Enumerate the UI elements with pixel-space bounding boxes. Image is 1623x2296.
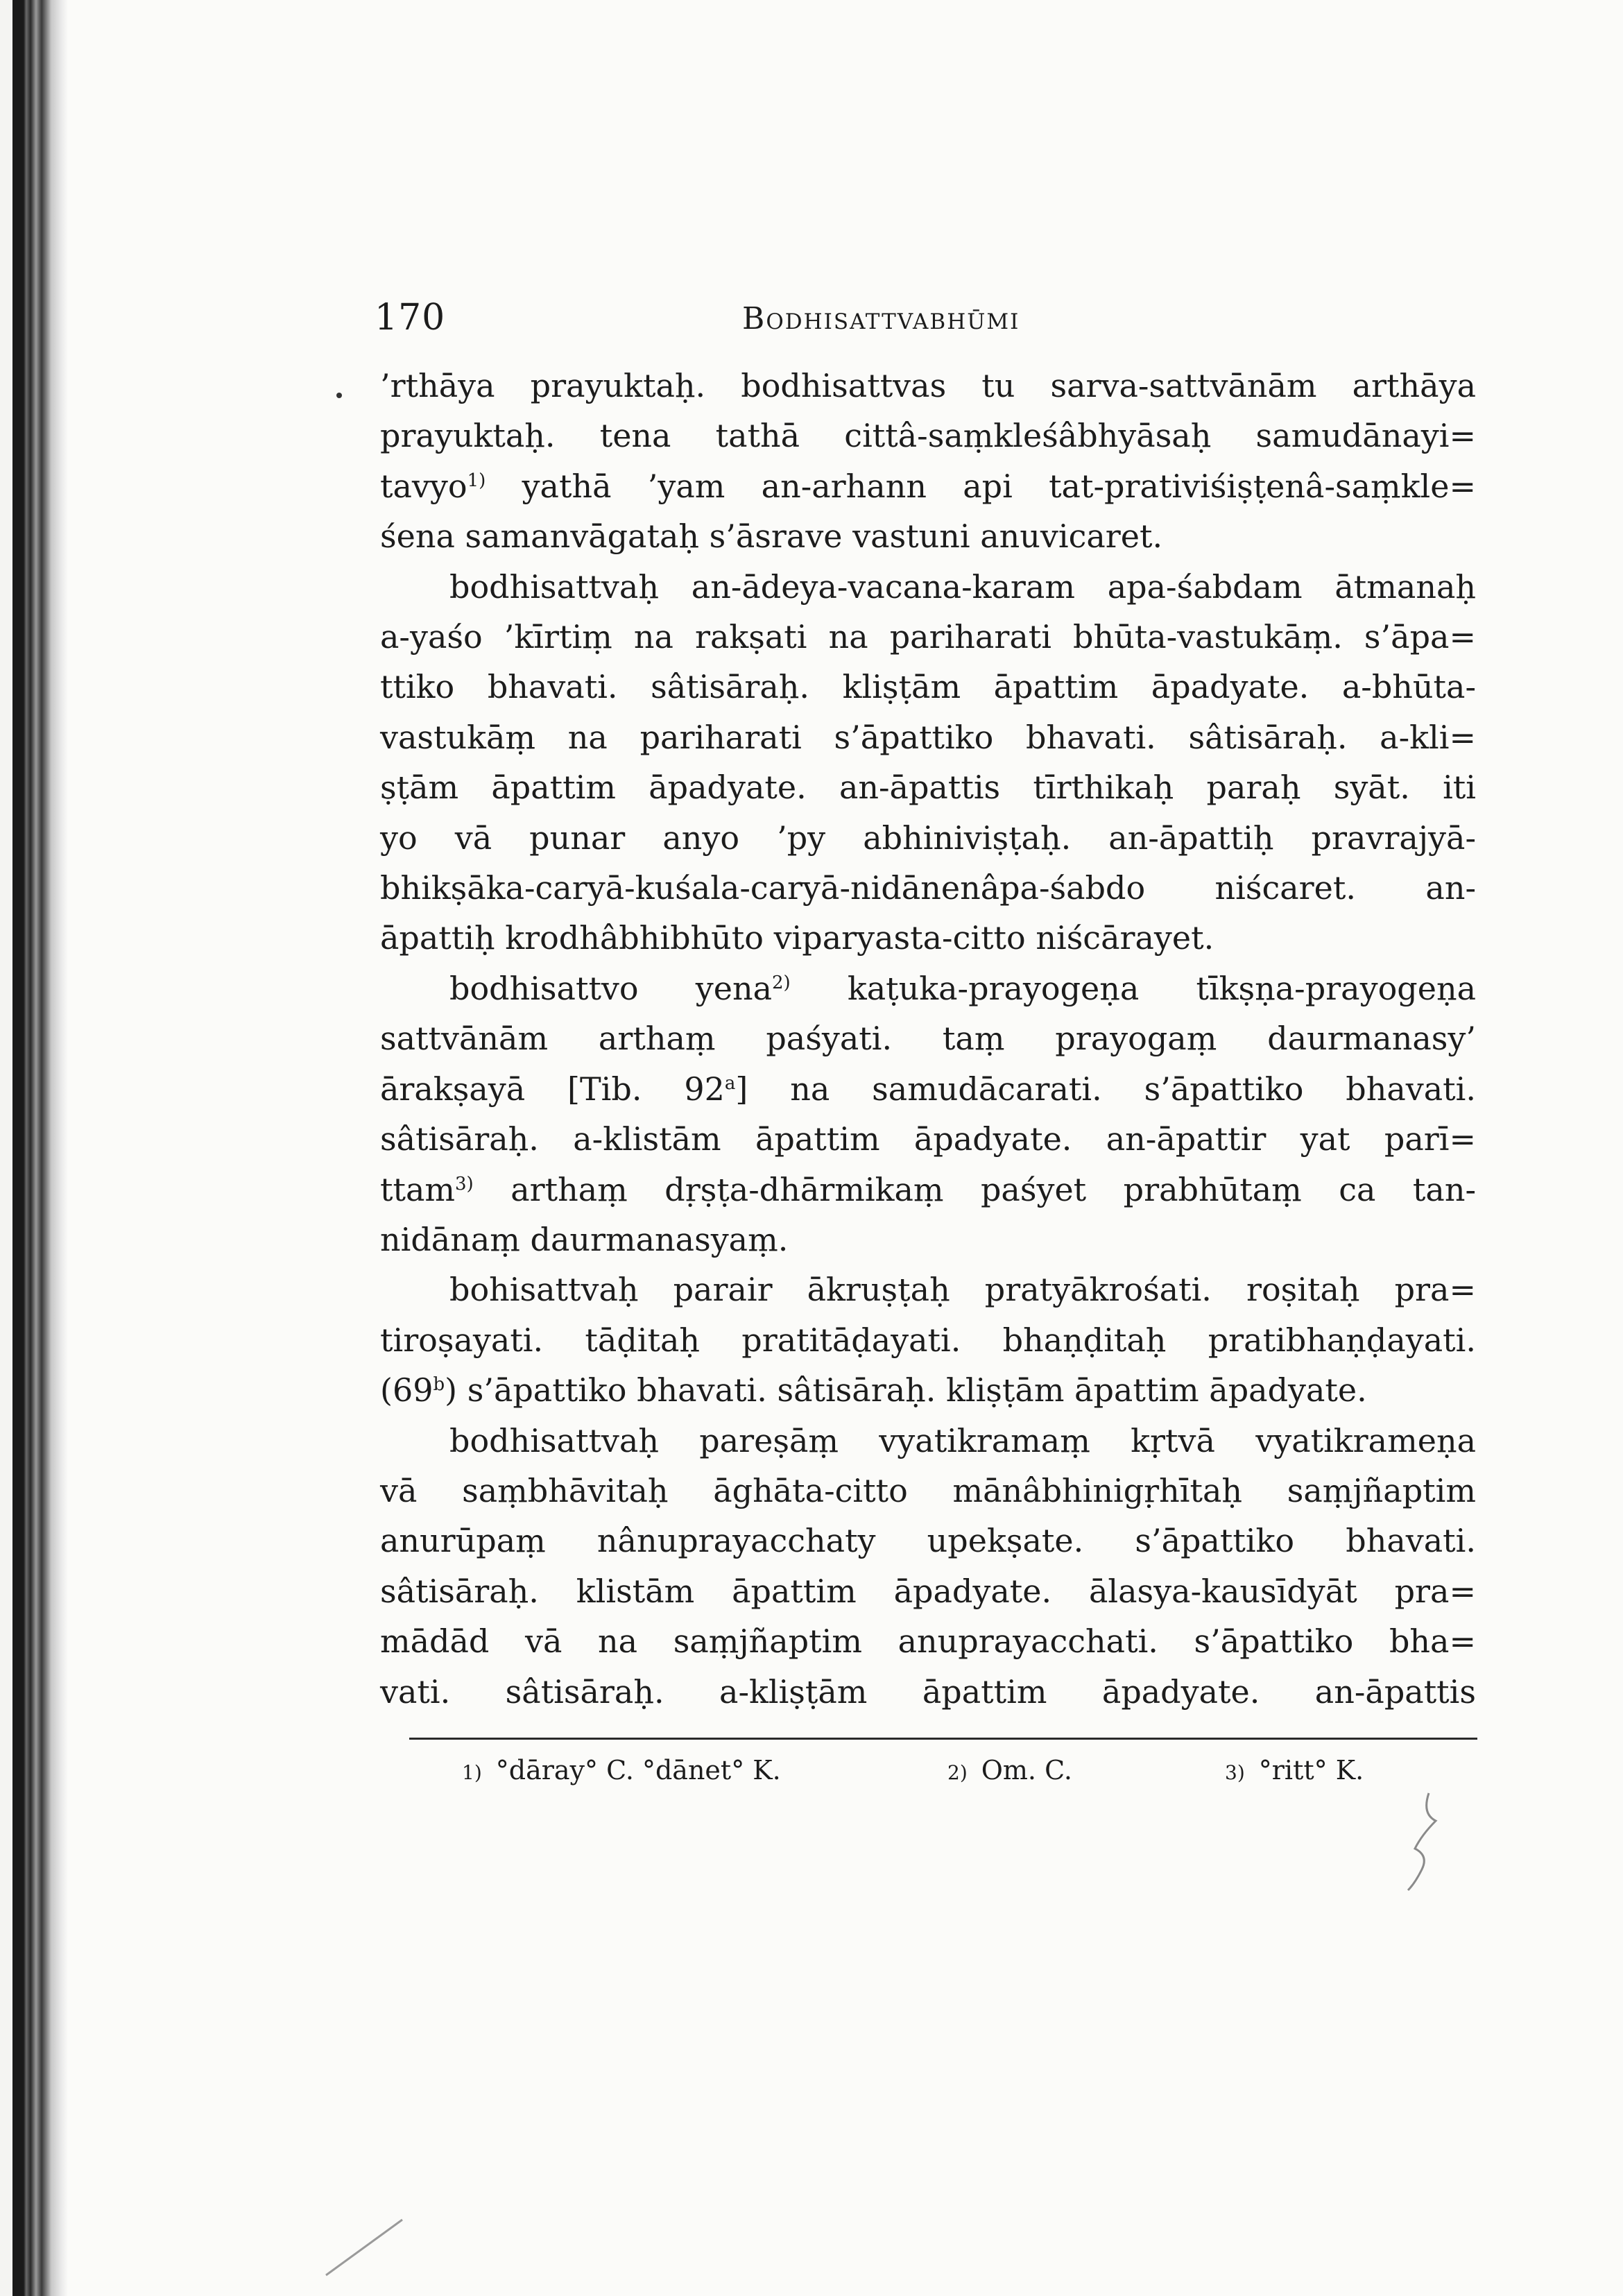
text-line: ṣṭām āpattim āpadyate. an-āpattis tīrthikaḥ paraḥ syāt. iti — [380, 769, 1476, 807]
footnote-mark: 2) — [947, 1761, 968, 1784]
text-line: vā saṃbhāvitaḥ āghāta-citto mānâbhinigṛhītaḥ saṃjñaptim — [380, 1471, 1476, 1509]
footnote-ref: 1) — [467, 470, 486, 491]
text-line: bodhisattvaḥ an-ādeya-vacana-karam apa-śabdam ātmanaḥ — [449, 567, 1476, 606]
footnote-ref: 3) — [455, 1173, 474, 1194]
folio-ref: b — [433, 1374, 445, 1396]
pencil-stroke — [326, 2220, 402, 2275]
pencil-scribble — [1408, 1793, 1436, 1890]
text-line: ttiko bhavati. sâtisāraḥ. kliṣṭām āpattim āpadyate. a-bhūta- — [380, 668, 1476, 706]
footnote-ref: 2) — [772, 972, 791, 993]
text-line: sattvānām arthaṃ paśyati. taṃ prayogaṃ daurmanasy’ — [380, 1020, 1476, 1058]
text-line: mādād vā na saṃjñaptim anuprayacchati. s’āpattiko bha= — [380, 1622, 1476, 1661]
text-line: āpattiḥ krodhâbhibhūto viparyasta-citto niścārayet. — [380, 919, 1214, 957]
text-line: śena samanvāgataḥ s’āsrave vastuni anuvicaret. — [380, 517, 1163, 556]
running-title: Bodhisattvabhūmi — [742, 301, 1020, 336]
text-line: anurūpaṃ nânuprayacchaty upekṣate. s’āpattiko bhavati. — [380, 1522, 1476, 1560]
text-line: yo vā punar anyo ’py abhiniviṣṭaḥ. an-āpattiḥ pravrajyā- — [380, 819, 1476, 857]
folio-ref: a — [724, 1072, 736, 1094]
footnote-3: 3) °ritt° K. — [1225, 1755, 1364, 1785]
footnote-2: 2) Om. C. — [947, 1755, 1072, 1785]
text-line: ttam$^{3)}$ arthaṃ dṛṣṭa-dhārmikaṃ paśyet prabhūtaṃ ca tan- — [380, 1170, 1476, 1208]
footnote-mark: 3) — [1225, 1761, 1245, 1784]
text-line: bodhisattvaḥ pareṣāṃ vyatikramaṃ kṛtvā vyatikrameṇa — [449, 1421, 1476, 1459]
text-line: ’rthāya prayuktaḥ. bodhisattvas tu sarva-sattvānām arthāya — [380, 367, 1476, 404]
text-line: bodhisattvo yena$^{2)}$ kaṭuka-prayogeṇa tīkṣṇa-prayogeṇa — [449, 969, 1476, 1007]
text-line: (69$^b$) s’āpattiko bhavati. sâtisāraḥ. kliṣṭām āpattim āpadyate. — [380, 1371, 1367, 1410]
text-line: bhikṣāka-caryā-kuśala-caryā-nidānenâpa-śabdo niścaret. an- — [380, 869, 1476, 907]
text-line: a-yaśo ’kīrtiṃ na rakṣati na pariharati bhūta-vastukāṃ. s’āpa= — [380, 618, 1476, 656]
footnote-mark: 1) — [462, 1761, 482, 1784]
text-line: tavyo$^{1)}$ yathā ’yam an-arhann api tat-prativiśiṣṭenâ-saṃkle= — [380, 467, 1476, 505]
text-line: sâtisāraḥ. klistām āpattim āpadyate. ālasya-kausīdyāt pra= — [380, 1572, 1476, 1610]
text-line: tiroṣayati. tāḍitaḥ pratitāḍayati. bhaṇḍitaḥ pratibhaṇḍayati. — [380, 1321, 1476, 1359]
text-line: vati. sâtisāraḥ. a-kliṣṭām āpattim āpadyate. an-āpattis — [380, 1672, 1476, 1711]
text-line: prayuktaḥ. tena tathā cittâ-saṃkleśâbhyāsaḥ samudānayi= — [380, 417, 1476, 455]
page-number: 170 — [375, 297, 446, 339]
footnote-1: 1) °dāray° C. °dānet° K. — [462, 1755, 781, 1785]
text-line: sâtisāraḥ. a-klistām āpattim āpadyate. an-āpattir yat parī= — [380, 1120, 1476, 1158]
text-line: vastukāṃ na pariharati s’āpattiko bhavati. sâtisāraḥ. a-kli= — [380, 718, 1476, 756]
ink-dot — [336, 393, 342, 398]
text-line: bohisattvaḥ parair ākruṣṭaḥ pratyākrośati. roṣitaḥ pra= — [449, 1271, 1476, 1309]
text-line: nidānaṃ daurmanasyaṃ. — [380, 1220, 789, 1258]
text-line: ārakṣayā [Tib. 92$^a$] na samudācarati. s’āpattiko bhavati. — [380, 1070, 1477, 1108]
